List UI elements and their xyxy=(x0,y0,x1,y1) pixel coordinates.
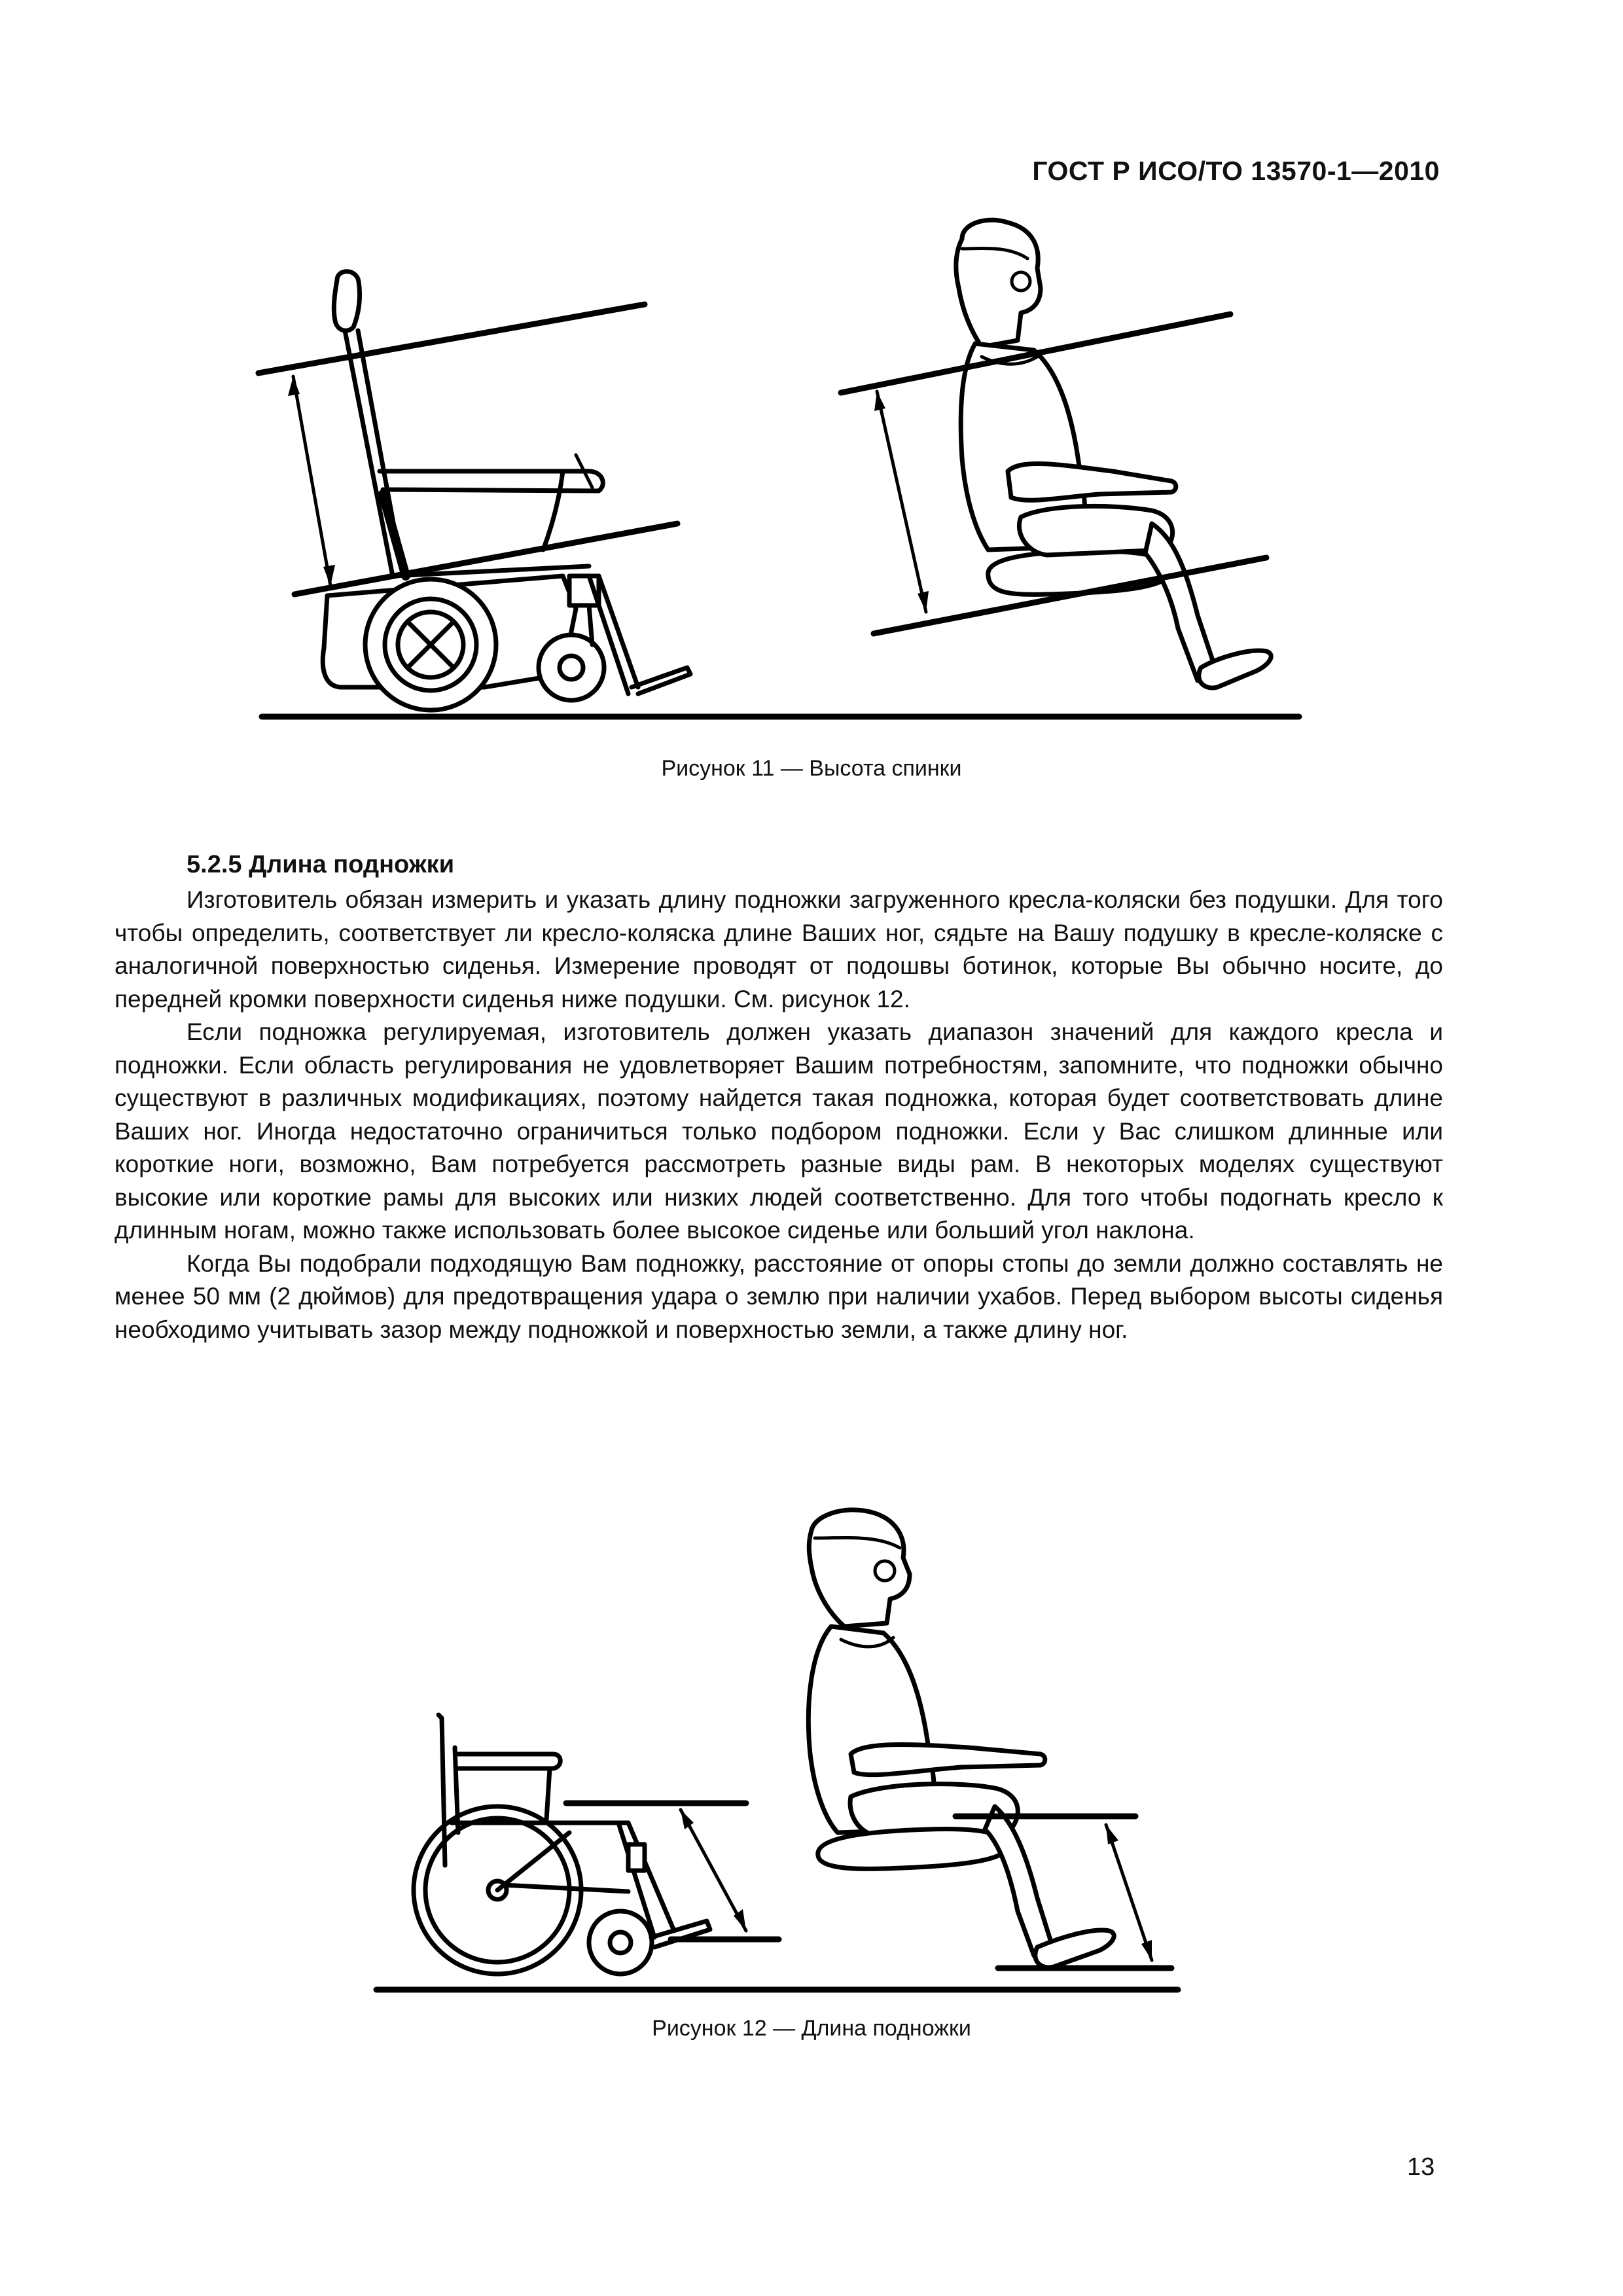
seated-person-fig12 xyxy=(808,1510,1171,1968)
figure-12-drawing xyxy=(0,1466,1623,2055)
paragraph: Когда Вы подобрали подходящую Вам подножку, расстояние от опоры стопы до земли должно составлять не менее 50 мм (2 дюймов) для предотвращения удара о землю при наличии ухабов. Перед выбором высоты сиденья необходимо учитывать зазор между подножкой и поверхностью земли, а также длину ног. xyxy=(115,1249,1443,1343)
manual-wheelchair xyxy=(414,1715,779,1974)
seated-person-fig11 xyxy=(841,220,1271,688)
dimension-line xyxy=(877,391,926,612)
paragraph: Если подножка регулируемая, изготовитель должен указать диапазон значений для каждого кресла и подножки. Если область регулирования не удовлетворяет Вашим потребностям, запомните, что подножки обычно существуют в различных модификациях, поэтому найдется такая подножка, которая будет соответствовать длине Ваших ног. Иногда недостаточно ограничиться только подбором подножки. Если у Вас слишком длинные или короткие ноги, возможно, Вам потребуется рассмотреть разные виды рам. В некоторых моделях существуют высокие или короткие рамы для высоких или низких людей соответственно. Для того чтобы подогнать кресло к длинным ногам, можно также использовать более высокое сиденье или больший угол наклона. xyxy=(115,1018,1443,1244)
upper-measure-plane xyxy=(259,304,645,373)
document-header: ГОСТ Р ИСО/ТО 13570-1—2010 xyxy=(1032,156,1440,186)
dimension-line xyxy=(681,1810,746,1931)
page-number: 13 xyxy=(1407,2153,1435,2181)
figure-11-drawing xyxy=(0,0,1623,825)
figure-12-caption: Рисунок 12 — Длина подножки xyxy=(652,2016,971,2041)
paragraph: Изготовитель обязан измерить и указать длину подножки загруженного кресла-коляски без подушки. Для того чтобы определить, соответствует ли кресло-коляска длине Ваших ног, сядьте на Вашу подушку в кресле-коляске с аналогичной поверхностью сиденья. Измерение проводят от подошвы ботинок, которые Вы обычно носите, до передней кромки поверхности сиденья ниже подушки. См. рисунок 12. xyxy=(115,886,1443,1013)
section-heading: 5.2.5 Длина подножки xyxy=(187,851,455,878)
dimension-line xyxy=(293,376,330,586)
body-text xyxy=(115,884,1443,1346)
figure-11-caption: Рисунок 11 — Высота спинки xyxy=(661,756,962,781)
figure-11 xyxy=(0,0,1623,825)
wheelchair-with-headrest xyxy=(259,272,690,710)
figure-12 xyxy=(0,1466,1623,2055)
